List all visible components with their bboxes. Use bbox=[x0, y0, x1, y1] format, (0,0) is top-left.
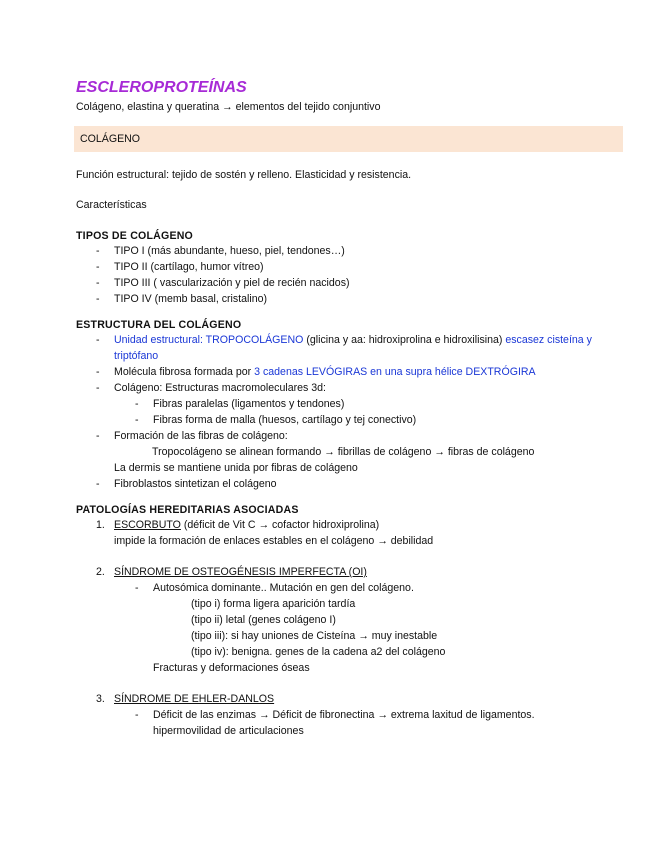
dermis-line: La dermis se mantiene unida por fibras de colágeno bbox=[114, 462, 358, 474]
patologia-name: SÍNDROME DE EHLER-DANLOS bbox=[114, 693, 275, 705]
caracteristicas-label: Características bbox=[76, 199, 147, 211]
black-text: Molécula fibrosa formada por bbox=[114, 366, 255, 378]
list-item: - TIPO III ( vascularización y piel de recién nacidos) bbox=[76, 275, 626, 291]
page-title: ESCLEROPROTEÍNAS bbox=[76, 79, 247, 96]
estructura-list bbox=[76, 332, 626, 396]
black-text: (glicina y aa: hidroxiprolina e hidroxilisina) bbox=[303, 334, 506, 346]
blue-text: Unidad estructural: TROPOCOLÁGENO bbox=[114, 334, 304, 346]
patologia-detail: (déficit de Vit C → cofactor hidroxiprolina) bbox=[180, 519, 380, 531]
ehler-sub-item: - Déficit de las enzimas → Déficit de fibronectina → extrema laxitud de ligamentos. bbox=[76, 707, 626, 723]
estructura-heading: ESTRUCTURA DEL COLÁGENO bbox=[76, 319, 242, 331]
list-item: - Formación de las fibras de colágeno: bbox=[76, 428, 626, 444]
estructura-sublist bbox=[76, 396, 626, 428]
oi-tipo-line: (tipo iii): si hay uniones de Cisteína → muy inestable bbox=[191, 630, 438, 642]
list-item: - TIPO IV (memb basal, cristalino) bbox=[76, 291, 626, 307]
patologia-name: SÍNDROME DE OSTEOGÉNESIS IMPERFECTA (OI) bbox=[114, 566, 367, 578]
section-band-colageno bbox=[74, 126, 623, 152]
section-band-label: COLÁGENO bbox=[80, 133, 141, 145]
item-number: 3. bbox=[96, 693, 105, 705]
tipos-list bbox=[76, 243, 626, 307]
blue-text: 3 cadenas LEVÓGIRAS en una supra hélice DEXTRÓGIRA bbox=[254, 366, 536, 378]
document-page bbox=[76, 78, 626, 739]
item-number: 2. bbox=[96, 566, 105, 578]
list-item-unidad bbox=[76, 332, 626, 364]
page-subtitle: Colágeno, elastina y queratina → elementos del tejido conjuntivo bbox=[76, 101, 381, 113]
patologia-item-oi bbox=[76, 564, 626, 580]
list-item: - TIPO II (cartílago, humor vítreo) bbox=[76, 259, 626, 275]
list-item: - Colágeno: Estructuras macromoleculares 3d: bbox=[76, 380, 626, 396]
list-item: - Fibras forma de malla (huesos, cartílago y tej conectivo) bbox=[76, 412, 626, 428]
funcion-paragraph: Función estructural: tejido de sostén y relleno. Elasticidad y resistencia. bbox=[76, 169, 412, 181]
estructura-list-cont bbox=[76, 428, 626, 444]
oi-sub-item: - Autosómica dominante.. Mutación en gen del colágeno. bbox=[76, 580, 626, 596]
patologia-item-escorbuto bbox=[76, 517, 626, 533]
estructura-list-end bbox=[76, 476, 626, 492]
ehler-sub-line2: hipermovilidad de articulaciones bbox=[153, 725, 304, 737]
oi-tipo-line: (tipo ii) letal (genes colágeno I) bbox=[191, 614, 336, 626]
formacion-line: Tropocolágeno se alinean formando → fibrillas de colágeno → fibras de colágeno bbox=[152, 446, 535, 458]
escorbuto-line2: impide la formación de enlaces estables en el colágeno → debilidad bbox=[114, 535, 434, 547]
list-item-molecula bbox=[76, 364, 626, 380]
patologia-item-ehler-danlos bbox=[76, 691, 626, 707]
patologias-heading: PATOLOGÍAS HEREDITARIAS ASOCIADAS bbox=[76, 504, 299, 516]
patologia-name: ESCORBUTO bbox=[114, 519, 181, 531]
oi-tipo-line: (tipo i) forma ligera aparición tardía bbox=[191, 598, 356, 610]
blue-text: escasez cisteína y triptófano bbox=[114, 334, 592, 362]
oi-fracturas-line: Fracturas y deformaciones óseas bbox=[153, 662, 310, 674]
list-item: - Fibroblastos sintetizan el colágeno bbox=[76, 476, 626, 492]
list-item: - TIPO I (más abundante, hueso, piel, tendones…) bbox=[76, 243, 626, 259]
item-number: 1. bbox=[96, 519, 105, 531]
tipos-heading: TIPOS DE COLÁGENO bbox=[76, 230, 193, 242]
list-item: - Fibras paralelas (ligamentos y tendones) bbox=[76, 396, 626, 412]
oi-tipo-line: (tipo iv): benigna. genes de la cadena a2 del colágeno bbox=[191, 646, 446, 658]
